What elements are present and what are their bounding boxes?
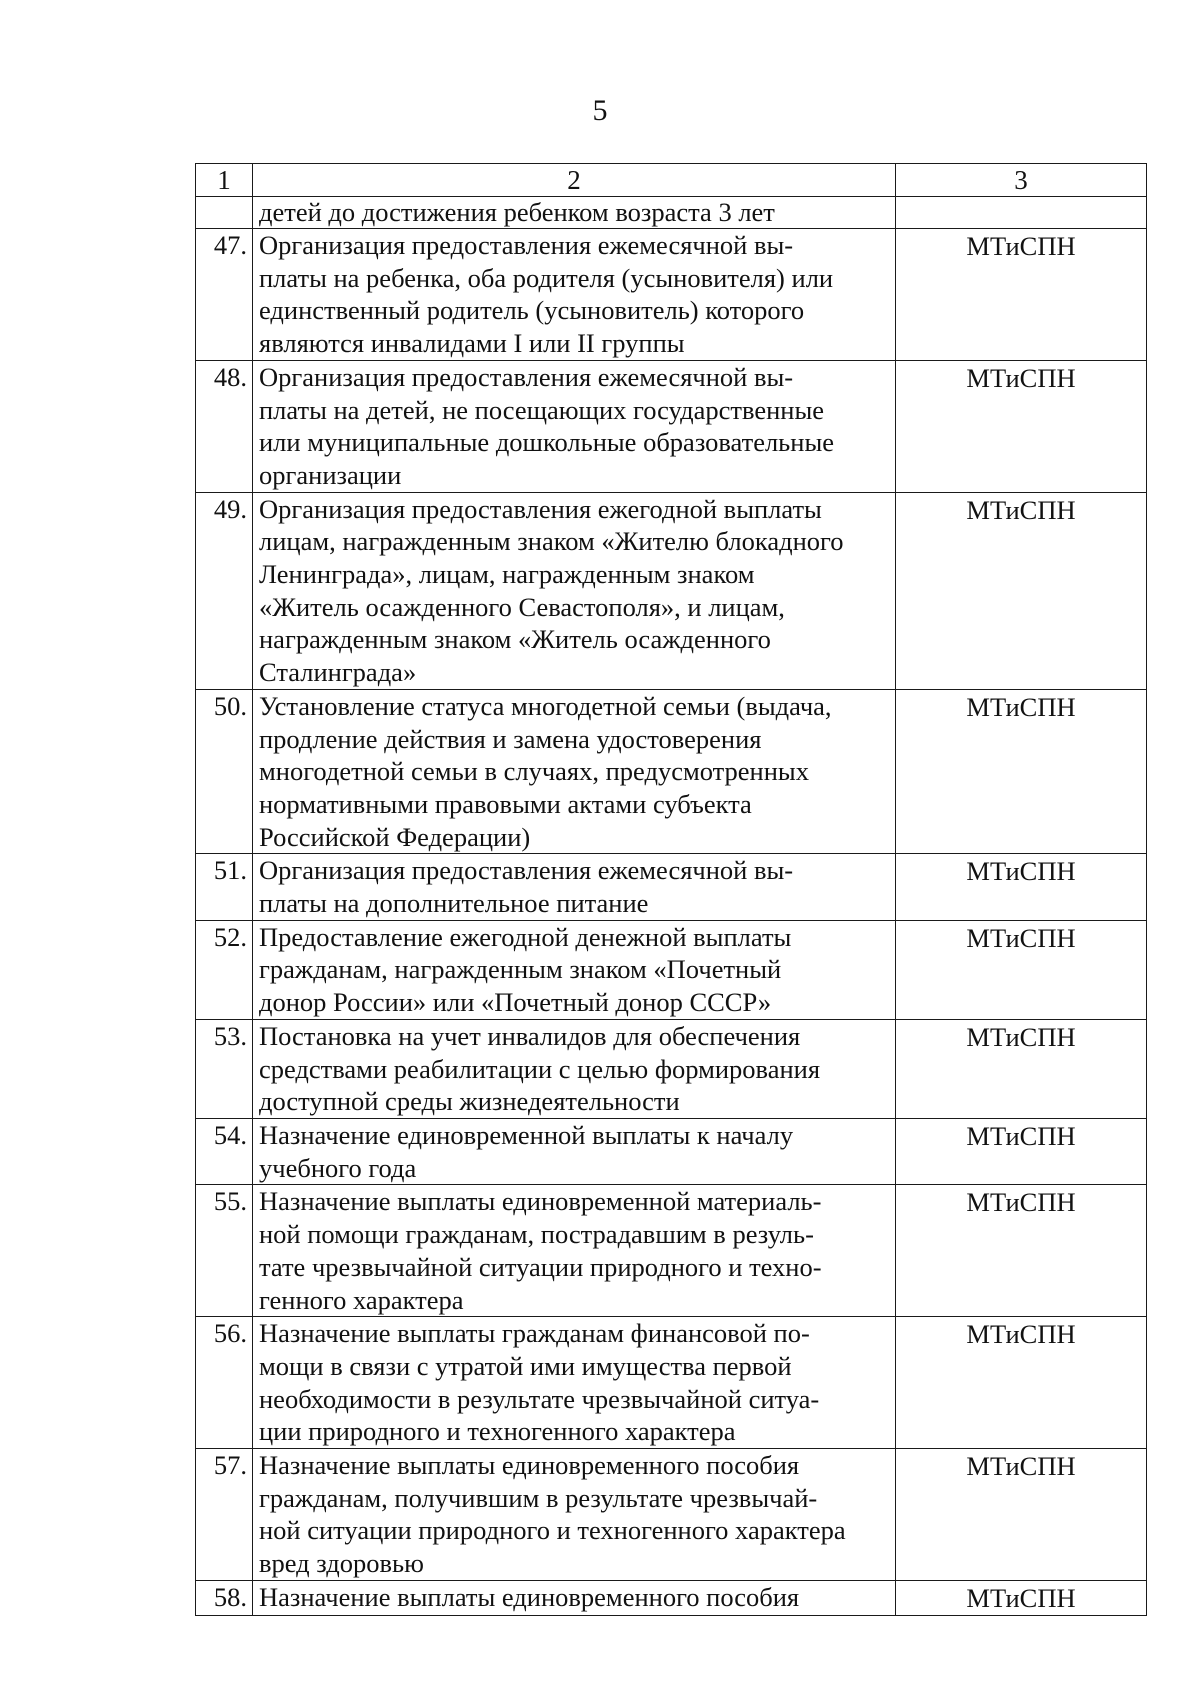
description-line: тате чрезвычайной ситуации природного и техно- [259, 1251, 822, 1282]
description-line: или муниципальные дошкольные образовательные [259, 427, 835, 458]
service-description [253, 1580, 896, 1615]
description-line: Назначение выплаты единовременного пособия [259, 1581, 800, 1612]
description-line: лицам, награжденным знаком «Жителю блокадного [259, 526, 844, 557]
description-line: платы на дополнительное питание [259, 888, 649, 919]
description-line: ной помощи гражданам, пострадавшим в резуль- [259, 1219, 814, 1250]
responsible-body: МТиСПН [896, 1019, 1147, 1118]
table-body [196, 164, 1147, 1616]
description-line: необходимости в результате чрезвычайной ситуа- [259, 1383, 820, 1414]
description-line: продление действия и замена удостоверения [259, 723, 762, 754]
row-number: 56. [196, 1317, 253, 1449]
description-line: Сталинграда» [259, 657, 417, 688]
description-line: Российской Федерации) [259, 821, 531, 852]
table-header-row [196, 164, 1147, 197]
responsible-body: МТиСПН [896, 360, 1147, 492]
table-row [196, 689, 1147, 854]
description-line: Назначение единовременной выплаты к началу [259, 1119, 794, 1150]
service-description [253, 1185, 896, 1317]
row-number: 57. [196, 1449, 253, 1581]
table-row [196, 492, 1147, 689]
responsible-body: МТиСПН [896, 920, 1147, 1019]
service-description [253, 492, 896, 689]
row-number: 58. [196, 1580, 253, 1615]
continuation-num [196, 197, 253, 229]
responsible-body: МТиСПН [896, 492, 1147, 689]
service-description [253, 689, 896, 854]
responsible-body: МТиСПН [896, 689, 1147, 854]
table-row [196, 1580, 1147, 1615]
row-number: 54. [196, 1118, 253, 1184]
responsible-body: МТиСПН [896, 1185, 1147, 1317]
row-number: 47. [196, 229, 253, 361]
description-line: ной ситуации природного и техногенного характера [259, 1515, 846, 1546]
description-line: платы на детей, не посещающих государственные [259, 394, 825, 425]
responsible-body: МТиСПН [896, 1449, 1147, 1581]
service-description [253, 1118, 896, 1184]
header-col-2: 2 [253, 164, 896, 197]
service-description [253, 854, 896, 920]
continuation-text [253, 197, 896, 229]
table-row [196, 920, 1147, 1019]
service-description [253, 920, 896, 1019]
description-line: Организация предоставления ежемесячной вы- [259, 230, 794, 260]
description-line: организации [259, 459, 402, 490]
responsible-body: МТиСПН [896, 1580, 1147, 1615]
description-line: ции природного и техногенного характера [259, 1416, 736, 1447]
description-line: Установление статуса многодетной семьи (выдача, [259, 690, 832, 721]
description-line: Ленинграда», лицам, награжденным знаком [259, 559, 755, 590]
table-row [196, 1185, 1147, 1317]
description-line: донор России» или «Почетный донор СССР» [259, 987, 772, 1018]
description-line: нормативными правовыми актами субъекта [259, 788, 752, 819]
row-number: 55. [196, 1185, 253, 1317]
service-description [253, 1317, 896, 1449]
row-number: 50. [196, 689, 253, 854]
header-col-3: 3 [896, 164, 1147, 197]
row-number: 52. [196, 920, 253, 1019]
description-line: награжденным знаком «Житель осажденного [259, 624, 771, 655]
description-line: Организация предоставления ежемесячной вы- [259, 855, 794, 886]
description-line: единственный родитель (усыновитель) которого [259, 295, 805, 326]
responsible-body: МТиСПН [896, 854, 1147, 920]
description-line: средствами реабилитации с целью формирования [259, 1053, 821, 1084]
row-number: 51. [196, 854, 253, 920]
description-line: вред здоровью [259, 1548, 424, 1579]
continuation-line: детей до достижения ребенком возраста 3 лет [259, 197, 775, 227]
page-number: 5 [592, 94, 608, 127]
description-line: доступной среды жизнедеятельности [259, 1086, 680, 1117]
description-line: «Житель осажденного Севастополя», и лицам, [259, 591, 785, 622]
description-line: платы на ребенка, оба родителя (усыновителя) или [259, 262, 834, 293]
description-line: Организация предоставления ежемесячной вы- [259, 361, 794, 392]
continuation-org [896, 197, 1147, 229]
description-line: Постановка на учет инвалидов для обеспечения [259, 1020, 801, 1051]
table-row [196, 1019, 1147, 1118]
description-line: Предоставление ежегодной денежной выплаты [259, 921, 792, 952]
description-line: гражданам, получившим в результате чрезвычай- [259, 1482, 818, 1513]
row-number: 49. [196, 492, 253, 689]
service-description [253, 1019, 896, 1118]
table-row [196, 1317, 1147, 1449]
description-line: Назначение выплаты гражданам финансовой по- [259, 1318, 810, 1349]
header-col-1: 1 [196, 164, 253, 197]
table-row [196, 1118, 1147, 1184]
description-line: мощи в связи с утратой ими имущества первой [259, 1350, 792, 1381]
table-row [196, 229, 1147, 361]
description-line: генного характера [259, 1284, 464, 1315]
description-line: являются инвалидами I или II группы [259, 328, 685, 359]
description-line: учебного года [259, 1152, 417, 1183]
table-row [196, 360, 1147, 492]
responsible-body: МТиСПН [896, 1317, 1147, 1449]
service-description [253, 1449, 896, 1581]
row-number: 48. [196, 360, 253, 492]
table-row [196, 1449, 1147, 1581]
service-description [253, 360, 896, 492]
description-line: гражданам, награжденным знаком «Почетный [259, 954, 782, 985]
service-description [253, 229, 896, 361]
responsible-body: МТиСПН [896, 229, 1147, 361]
services-table [195, 163, 1147, 1616]
responsible-body: МТиСПН [896, 1118, 1147, 1184]
continuation-row [196, 197, 1147, 229]
table-row [196, 854, 1147, 920]
description-line: Назначение выплаты единовременной материаль- [259, 1186, 822, 1217]
description-line: многодетной семьи в случаях, предусмотренных [259, 756, 809, 787]
description-line: Организация предоставления ежегодной выплаты [259, 493, 822, 524]
row-number: 53. [196, 1019, 253, 1118]
description-line: Назначение выплаты единовременного пособия [259, 1450, 800, 1481]
